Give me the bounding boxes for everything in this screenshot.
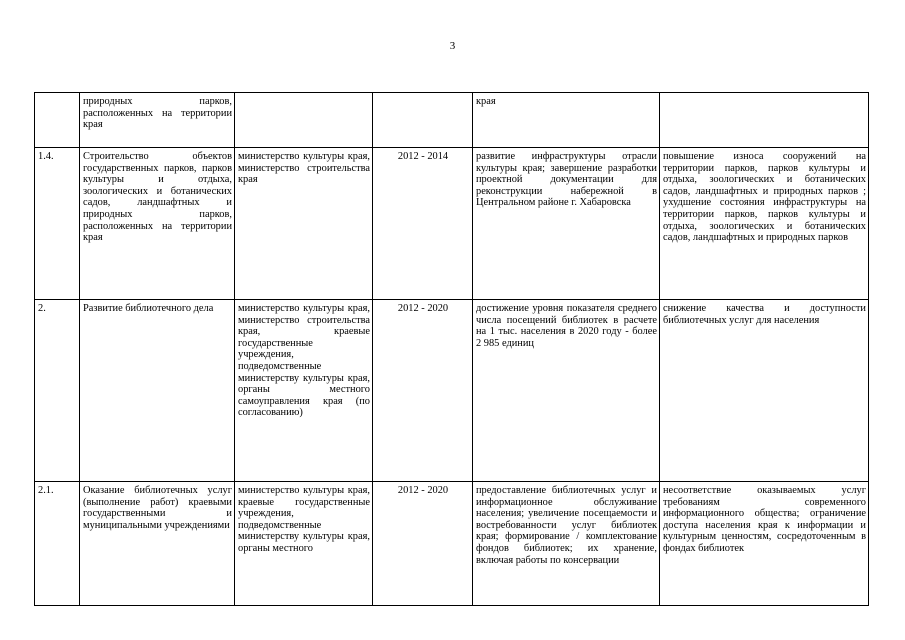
cell-consequence	[660, 93, 869, 148]
cell-result: достижение уровня показателя среднего числа посещений библиотек в расчете на 1 тыс. населения в 2020 году - более 2 985 единиц	[473, 300, 660, 482]
cell-executor: министерство культуры края, министерство строительства края	[235, 148, 373, 300]
cell-event: Развитие библиотечного дела	[80, 300, 235, 482]
table-row	[35, 482, 869, 606]
cell-event: природных парков, расположенных на территории края	[80, 93, 235, 148]
cell-event: Строительство объектов государственных парков, парков культуры и отдыха, зоологических и ботанических садов, ландшафтных и природных парков, расположенных на территории края	[80, 148, 235, 300]
cell-executor: министерство культуры края, краевые государственные учреждения, подведомственные министерству культуры края, органы местного	[235, 482, 373, 606]
cell-number	[35, 93, 80, 148]
measures-table	[34, 92, 869, 606]
cell-period: 2012 - 2020	[373, 482, 473, 606]
table-row	[35, 300, 869, 482]
cell-number: 1.4.	[35, 148, 80, 300]
cell-number: 2.	[35, 300, 80, 482]
cell-executor: министерство культуры края, министерство строительства края, краевые государственные учреждения, подведомственные министерству культуры края, органы местного самоуправления края (по согласованию)	[235, 300, 373, 482]
cell-result: края	[473, 93, 660, 148]
page-number: 3	[449, 40, 456, 52]
cell-consequence: снижение качества и доступности библиотечных услуг для населения	[660, 300, 869, 482]
cell-executor	[235, 93, 373, 148]
cell-number: 2.1.	[35, 482, 80, 606]
table-row	[35, 93, 869, 148]
cell-event: Оказание библиотечных услуг (выполнение работ) краевыми государственными и муниципальными учреждениями	[80, 482, 235, 606]
cell-period	[373, 93, 473, 148]
table-row	[35, 148, 869, 300]
cell-consequence: повышение износа сооружений на территории парков, парков культуры и отдыха, зоологических и ботанических садов, ландшафтных и природных парков ; ухудшение состояния инфраструктуры на территории парков, парков культуры и отдыха, зоологических и ботанических садов, ландшафтных и природных парков	[660, 148, 869, 300]
cell-period: 2012 - 2020	[373, 300, 473, 482]
cell-period: 2012 - 2014	[373, 148, 473, 300]
cell-result: развитие инфраструктуры отрасли культуры края; завершение разработки проектной документации для реконструкции набережной в Центральном районе г. Хабаровска	[473, 148, 660, 300]
cell-result: предоставление библиотечных услуг и информационное обслуживание населения; увеличение посещаемости и востребованности услуг библиотек края; формирование / комплектование фондов библиотек; их хранение, включая работы по консервации	[473, 482, 660, 606]
cell-consequence: несоответствие оказываемых услуг требованиям современного информационного общества; ограничение доступа населения края к информации и культурным ценностям, сосредоточенным в фондах библиотек	[660, 482, 869, 606]
